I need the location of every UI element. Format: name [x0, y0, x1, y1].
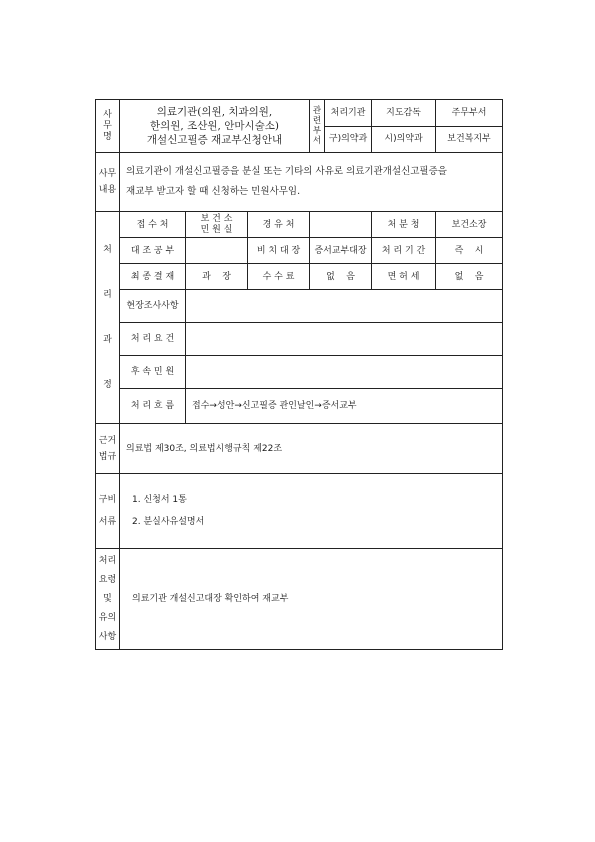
main-dept-value: 보건복지부 [436, 126, 503, 153]
reception-label: 접 수 처 [120, 212, 186, 238]
summary-label: 사무 내용 [96, 153, 120, 212]
reception-value: 보 건 소 민 원 실 [186, 212, 248, 238]
followup-label: 후 속 민 원 [120, 356, 186, 389]
flow-label: 처 리 흐 름 [120, 389, 186, 424]
disposition-label: 처 분 청 [372, 212, 436, 238]
processing-agency-header: 처리기관 [325, 100, 371, 127]
license-tax-label: 면 허 세 [372, 264, 436, 290]
related-depts-block [310, 100, 372, 153]
final-approval-label: 최 종 결 재 [120, 264, 186, 290]
required-doc-item: 1. 신청서 1통 [132, 495, 187, 505]
summary-text: 의료기관이 개설신고필증을 분실 또는 기타의 사유로 의료기관개설신고필증을 재교부 받고자 할 때 신청하는 민원사무임. [120, 153, 503, 212]
civil-affairs-guide-table [95, 99, 503, 650]
processing-agency-value: 구)의약과 [328, 134, 368, 145]
notes-label: 처리 요령 및 유의 사항 [96, 549, 120, 650]
final-approval-value: 과 장 [186, 264, 248, 290]
disposition-value: 보건소장 [436, 212, 503, 238]
legal-basis-label: 근거 법규 [96, 424, 120, 474]
license-tax-value: 없 음 [436, 264, 503, 290]
task-title: 의료기관(의원, 치과의원, 한의원, 조산원, 안마시술소) 개설신고필증 재교부신청안내 [120, 100, 310, 153]
processing-period-value: 즉 시 [436, 238, 503, 264]
processing-period-label: 처 리 기 간 [372, 238, 436, 264]
supervisor-value: 시)의약과 [372, 126, 436, 153]
kept-ledger-value: 증서교부대장 [310, 238, 372, 264]
fee-value: 없 음 [310, 264, 372, 290]
supervisor-header: 지도감독 [372, 100, 436, 127]
requirement-label: 처 리 요 건 [120, 323, 186, 356]
required-doc-item: 2. 분실사유설명서 [132, 517, 205, 527]
process-side-label: 처 리 과 정 [96, 212, 120, 424]
site-survey-label: 현장조사사항 [120, 290, 186, 323]
required-docs-list [120, 474, 503, 549]
task-name-label: 사 무 명 [96, 100, 120, 153]
legal-basis-text: 의료법 제30조, 의료법시행규칙 제22조 [120, 424, 503, 474]
requirement-value [186, 323, 503, 356]
reference-ledger-label: 대 조 공 부 [120, 238, 186, 264]
kept-ledger-label: 비 치 대 장 [248, 238, 310, 264]
required-docs-label: 구비 서류 [96, 474, 120, 549]
fee-label: 수 수 료 [248, 264, 310, 290]
reference-ledger-value [186, 238, 248, 264]
main-dept-header: 주무부서 [436, 100, 503, 127]
followup-value [186, 356, 503, 389]
via-value [310, 212, 372, 238]
flow-value: 접수→성안→신고필증 관인날인→증서교부 [186, 389, 503, 424]
site-survey-value [186, 290, 503, 323]
related-depts-label: 관 련 부 서 [310, 100, 325, 152]
via-label: 경 유 처 [248, 212, 310, 238]
notes-text: 의료기관 개설신고대장 확인하여 재교부 [120, 549, 503, 650]
